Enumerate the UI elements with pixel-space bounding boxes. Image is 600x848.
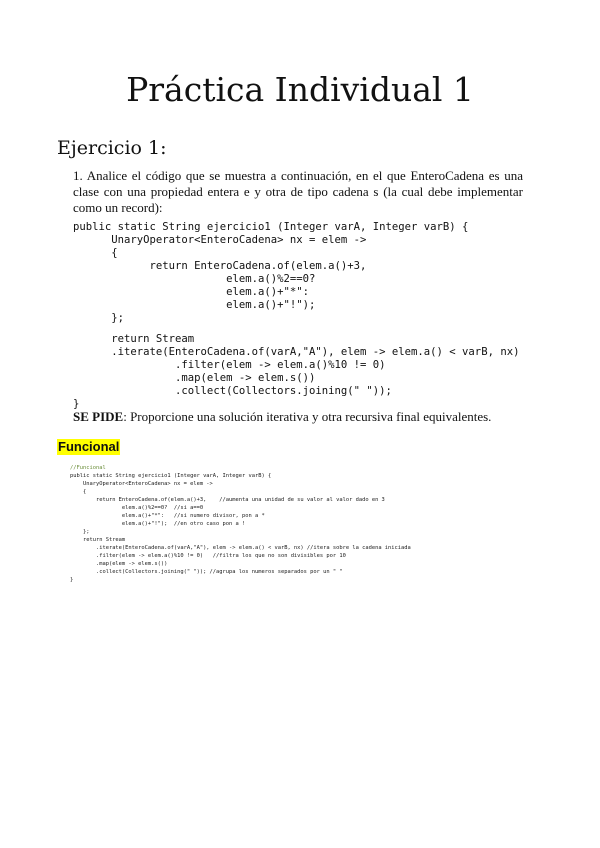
task-label: SE PIDE bbox=[73, 409, 124, 424]
snippet-line: elem.a()+"*": //si numero divisor, pon a * bbox=[70, 513, 265, 519]
snippet-line: .collect(Collectors.joining(" ")); //agrupa los numeros separados por un " " bbox=[70, 569, 343, 575]
snippet-line: { bbox=[70, 489, 87, 495]
snippet-line: UnaryOperator<EnteroCadena> nx = elem -> bbox=[70, 481, 213, 487]
code-line: return Stream bbox=[73, 333, 195, 345]
code-line: elem.a()+"*": bbox=[73, 286, 309, 298]
section-label-funcional: Funcional bbox=[58, 439, 120, 454]
code-line: .map(elem -> elem.s()) bbox=[73, 372, 316, 384]
exercise-statement: 1. Analice el código que se muestra a continuación, en el que EnteroCadena es una clase con una propiedad entera e y otra de tipo cadena s (la cual debe implementar como un record): bbox=[73, 168, 523, 215]
snippet-line: elem.a()%2==0? //si a==0 bbox=[70, 505, 204, 511]
code-line: .iterate(EnteroCadena.of(varA,"A"), elem -> elem.a() < varB, nx) bbox=[73, 346, 520, 358]
code-line: }; bbox=[73, 312, 125, 324]
snippet-line: return EnteroCadena.of(elem.a()+3, //aumenta una unidad de su valor al valor dado en 3 bbox=[70, 497, 385, 503]
snippet-line: return Stream bbox=[70, 537, 126, 543]
code-block bbox=[73, 221, 533, 411]
code-screenshot bbox=[70, 464, 530, 584]
exercise-heading: Ejercicio 1: bbox=[57, 137, 167, 159]
snippet-line: .filter(elem -> elem.a()%10 != 0) //filtra los que no son divisibles por 10 bbox=[70, 553, 346, 559]
snippet-line: .map(elem -> elem.s()) bbox=[70, 561, 168, 567]
code-line: UnaryOperator<EnteroCadena> nx = elem -> bbox=[73, 234, 367, 246]
snippet-line: elem.a()+"!"); //en otro caso pon a ! bbox=[70, 521, 246, 527]
snippet-line: } bbox=[70, 577, 74, 583]
snippet-line: //Funcional bbox=[70, 465, 106, 471]
code-line: { bbox=[73, 247, 118, 259]
task-statement bbox=[73, 409, 533, 425]
code-line: public static String ejercicio1 (Integer varA, Integer varB) { bbox=[73, 221, 469, 233]
document-title: Práctica Individual 1 bbox=[126, 70, 474, 109]
task-text: : Proporcione una solución iterativa y otra recursiva final equivalentes. bbox=[123, 409, 492, 424]
code-line bbox=[73, 325, 533, 333]
code-line: return EnteroCadena.of(elem.a()+3, bbox=[73, 260, 367, 272]
snippet-line: .iterate(EnteroCadena.of(varA,"A"), elem -> elem.a() < varB, nx) //itera sobre la cadena iniciada bbox=[70, 545, 411, 551]
code-line: elem.a()+"!"); bbox=[73, 299, 316, 311]
code-line: elem.a()%2==0? bbox=[73, 273, 316, 285]
snippet-line: public static String ejercicio1 (Integer varA, Integer varB) { bbox=[70, 473, 272, 479]
snippet-line: }; bbox=[70, 529, 90, 535]
code-line: } bbox=[73, 398, 80, 410]
code-line: .filter(elem -> elem.a()%10 != 0) bbox=[73, 359, 386, 371]
code-line: .collect(Collectors.joining(" ")); bbox=[73, 385, 392, 397]
